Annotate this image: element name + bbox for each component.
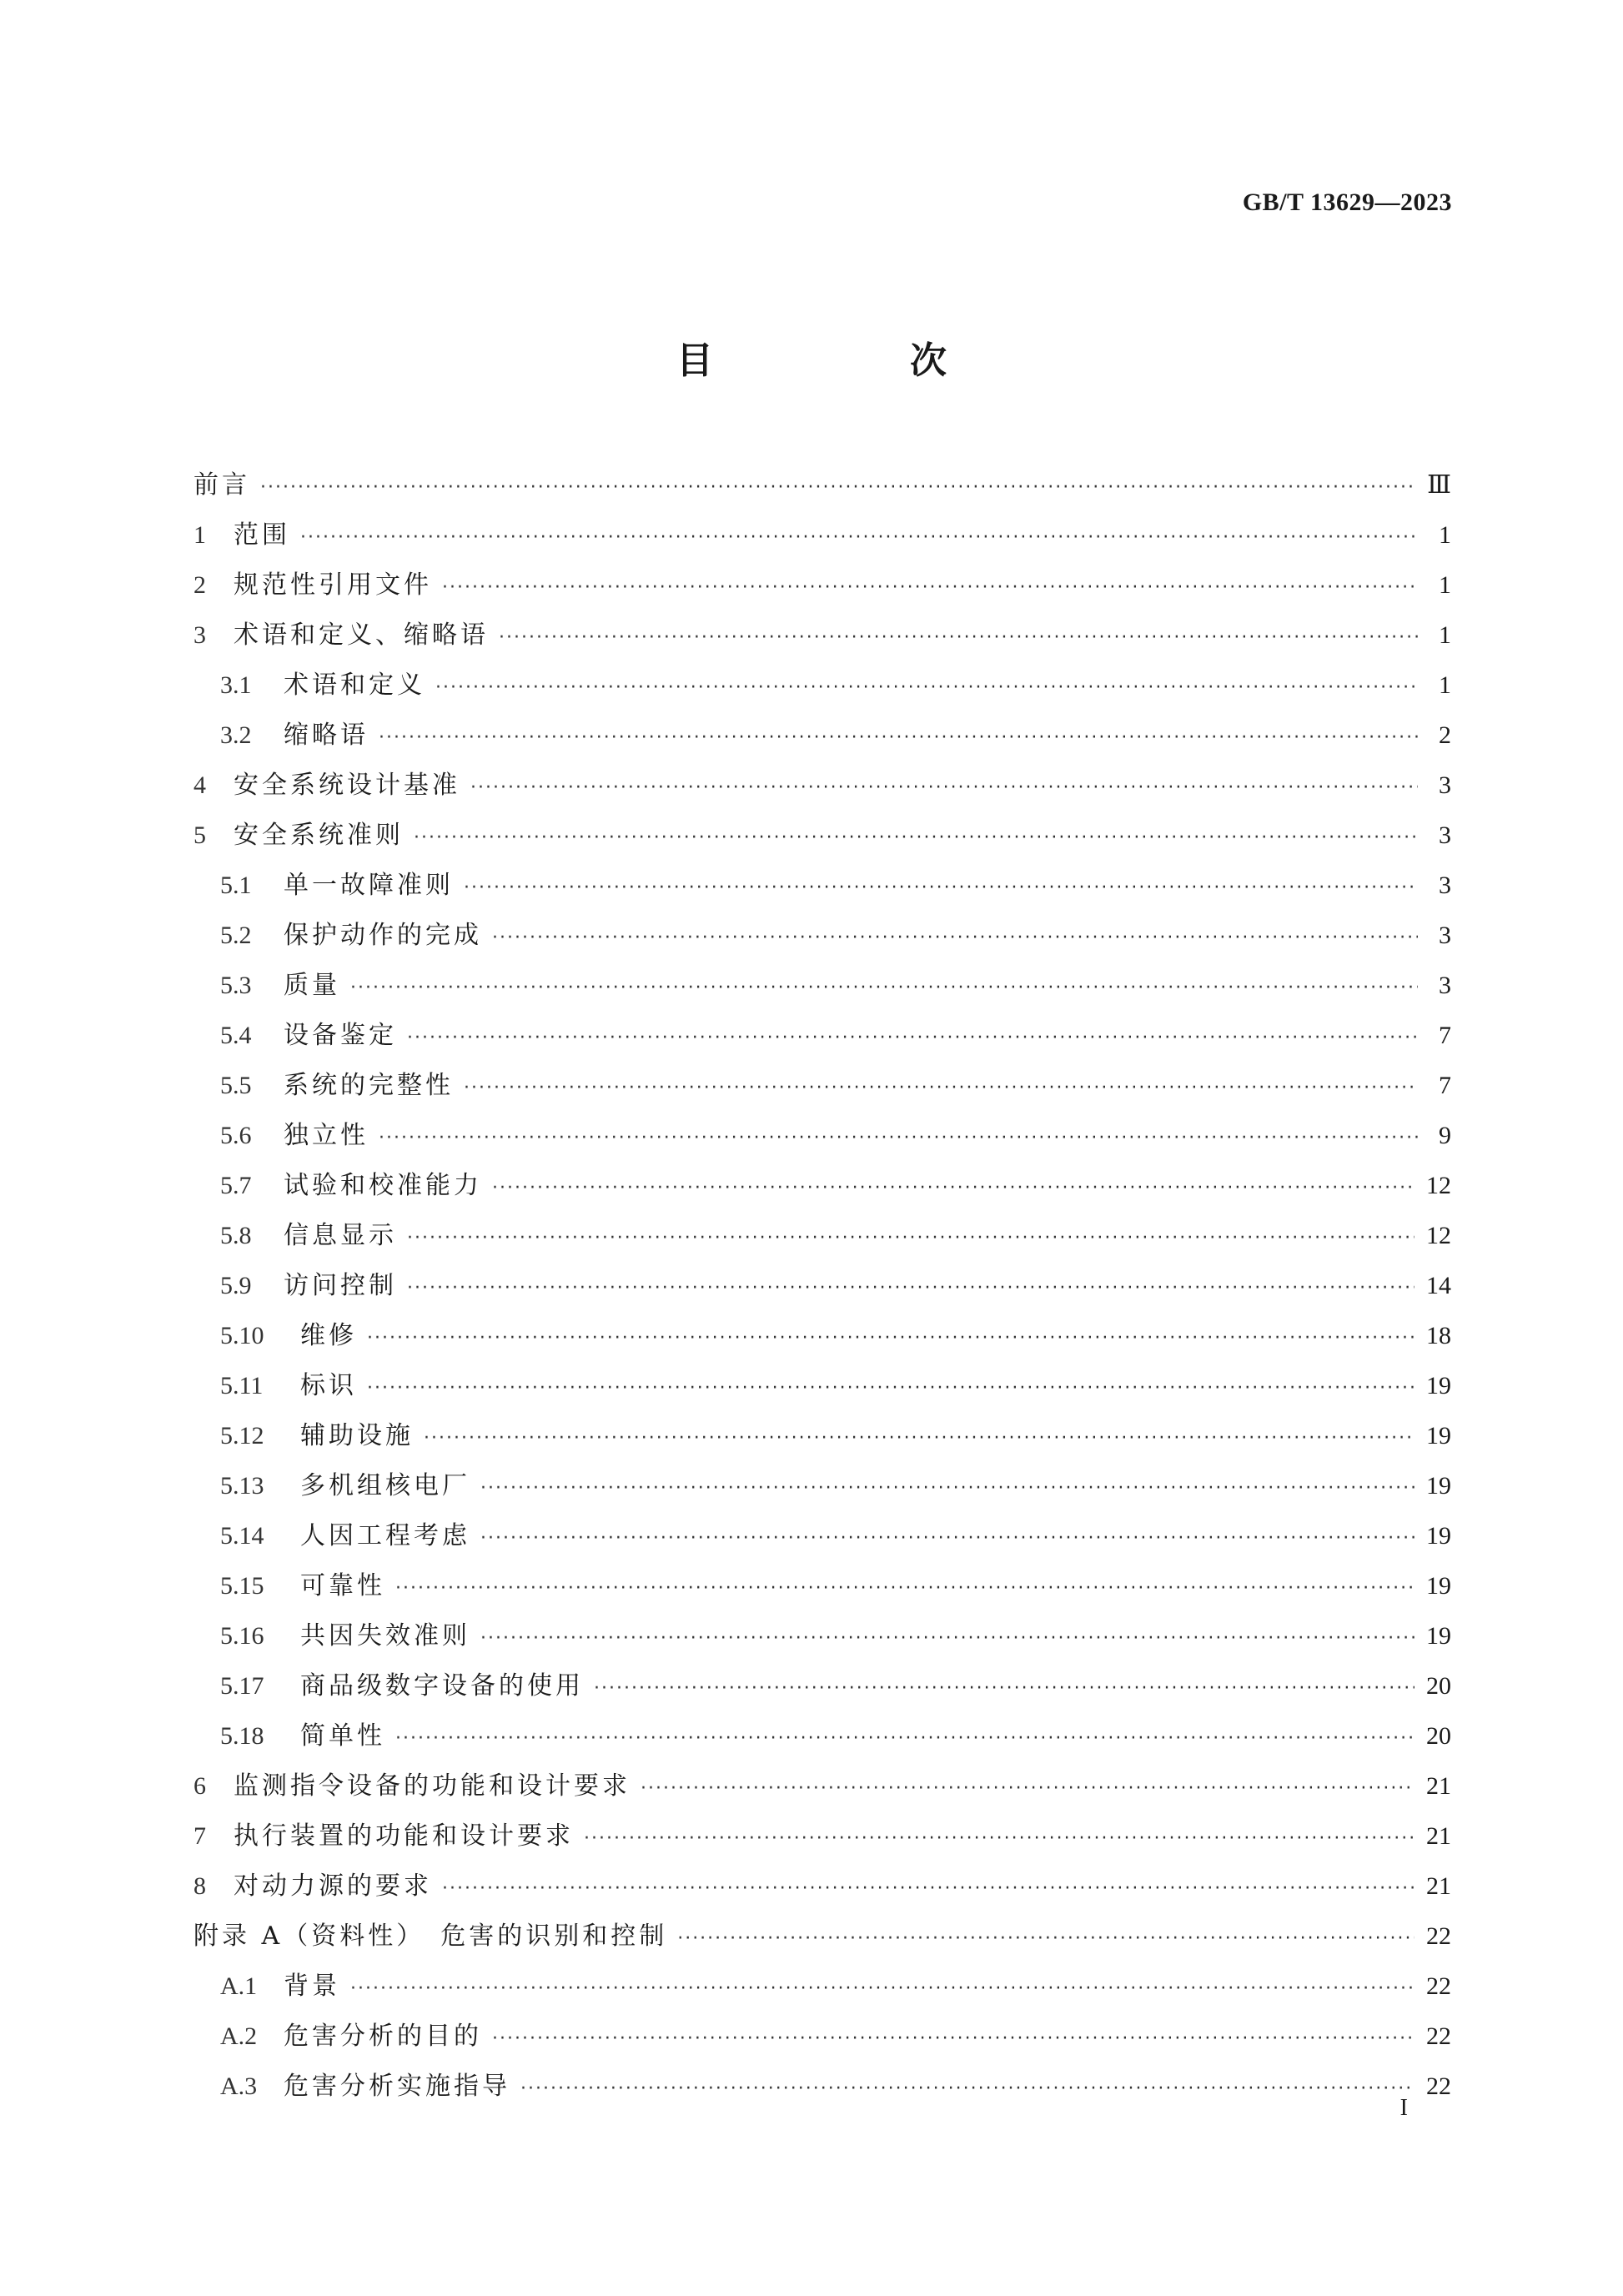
toc-entry-page: 22: [1426, 2022, 1451, 2050]
toc-entry-title: 辅助设施: [300, 1421, 414, 1450]
toc-entry[interactable]: [193, 560, 1451, 610]
toc-dot-leader: [492, 913, 1418, 963]
toc-entry-title: 共因失效准则: [300, 1621, 470, 1650]
toc-entry-number: 5.16: [220, 1622, 264, 1650]
toc-dot-leader: [499, 613, 1418, 663]
toc-dot-leader: [594, 1664, 1414, 1714]
toc-entry-number: 7: [193, 1822, 206, 1850]
toc-entry[interactable]: [193, 2012, 1451, 2062]
toc-entry-title: 商品级数字设备的使用: [300, 1671, 584, 1701]
toc-entry-title: 简单性: [300, 1721, 385, 1751]
toc-list: [193, 460, 1451, 2112]
toc-dot-leader: [442, 1864, 1414, 1914]
toc-dot-leader: [407, 1213, 1414, 1264]
toc-entry[interactable]: [193, 1111, 1451, 1161]
toc-entry[interactable]: [193, 510, 1451, 560]
toc-entry-title: 访问控制: [284, 1271, 397, 1300]
toc-entry[interactable]: [193, 1912, 1451, 1962]
toc-entry-number: 2: [193, 571, 206, 599]
toc-entry-number: 5.7: [220, 1172, 252, 1199]
toc-entry-number: A.2: [220, 2022, 258, 2050]
toc-entry[interactable]: [193, 1011, 1451, 1061]
toc-entry-page: 12: [1426, 1222, 1451, 1249]
toc-entry-number: A.3: [220, 2072, 258, 2100]
toc-entry-title: 背景: [284, 1972, 340, 2001]
toc-dot-leader: [407, 1264, 1414, 1314]
toc-entry-page: 1: [1439, 571, 1451, 599]
toc-entry-page: Ⅲ: [1427, 471, 1451, 499]
toc-dot-leader: [379, 713, 1418, 763]
toc-entry[interactable]: [193, 661, 1451, 711]
toc-dot-leader: [435, 663, 1418, 713]
toc-entry-title: 标识: [300, 1371, 357, 1400]
toc-entry-page: 3: [1439, 872, 1451, 899]
toc-entry-page: 19: [1426, 1472, 1451, 1500]
toc-entry-title: 系统的完整性: [284, 1071, 454, 1100]
toc-dot-leader: [492, 1163, 1414, 1213]
toc-entry-number: 4: [193, 771, 206, 799]
toc-dot-leader: [470, 763, 1418, 813]
toc-entry-page: 21: [1426, 1872, 1451, 1900]
toc-entry-page: 1: [1439, 521, 1451, 549]
toc-dot-leader: [480, 1464, 1414, 1514]
toc-entry-title: 信息显示: [284, 1221, 397, 1250]
toc-entry-number: A.1: [220, 1972, 258, 2000]
toc-entry[interactable]: [193, 1461, 1451, 1511]
toc-entry-title: 术语和定义、缩略语: [234, 620, 489, 650]
toc-entry-number: 5: [193, 821, 206, 849]
toc-entry[interactable]: [193, 1161, 1451, 1211]
toc-title: 目 次: [676, 339, 1027, 382]
toc-dot-leader: [414, 813, 1418, 863]
toc-dot-leader: [379, 1113, 1418, 1163]
toc-entry-title: 人因工程考虑: [300, 1521, 470, 1550]
toc-entry-page: 7: [1439, 1022, 1451, 1049]
toc-entry-number: 5.4: [220, 1022, 252, 1049]
toc-dot-leader: [520, 2064, 1414, 2114]
toc-entry[interactable]: [193, 1711, 1451, 1761]
toc-entry-page: 3: [1439, 821, 1451, 849]
toc-entry-page: 19: [1426, 1622, 1451, 1650]
toc-dot-leader: [260, 463, 1415, 513]
toc-entry[interactable]: [193, 2062, 1451, 2112]
toc-entry-number: 5.12: [220, 1422, 264, 1449]
toc-entry-number: 5.15: [220, 1572, 264, 1600]
toc-entry-title: 维修: [300, 1321, 357, 1350]
toc-entry-number: 5.17: [220, 1672, 264, 1700]
toc-entry-page: 3: [1439, 922, 1451, 949]
toc-entry-number: 5.9: [220, 1272, 252, 1299]
toc-entry[interactable]: [193, 1261, 1451, 1311]
toc-dot-leader: [464, 1063, 1418, 1113]
toc-entry[interactable]: [193, 1661, 1451, 1711]
toc-entry[interactable]: [193, 1211, 1451, 1261]
toc-entry-title: 执行装置的功能和设计要求: [234, 1821, 574, 1851]
toc-entry-title: 单一故障准则: [284, 871, 454, 900]
toc-entry-page: 21: [1426, 1772, 1451, 1800]
toc-entry-title: 前言: [193, 470, 250, 500]
toc-entry-page: 7: [1439, 1072, 1451, 1099]
toc-entry-number: 5.6: [220, 1122, 252, 1149]
toc-entry-number: 5.18: [220, 1722, 264, 1750]
toc-entry[interactable]: [193, 1061, 1451, 1111]
toc-entry-page: 22: [1426, 1972, 1451, 2000]
toc-entry-page: 22: [1426, 2072, 1451, 2100]
standard-code: GB/T 13629—2023: [1242, 188, 1452, 216]
toc-entry-title: 安全系统准则: [234, 821, 404, 850]
toc-entry-title: 监测指令设备的功能和设计要求: [234, 1771, 631, 1801]
toc-dot-leader: [407, 1013, 1418, 1063]
toc-entry[interactable]: [193, 1361, 1451, 1411]
toc-entry-number: 3: [193, 621, 206, 649]
toc-entry-number: 5.1: [220, 872, 252, 899]
toc-entry-title: 试验和校准能力: [284, 1171, 482, 1200]
toc-entry[interactable]: [193, 861, 1451, 911]
toc-entry-number: 3.2: [220, 721, 252, 749]
toc-entry[interactable]: [193, 1811, 1451, 1861]
toc-entry-page: 18: [1426, 1322, 1451, 1349]
toc-entry-page: 20: [1426, 1672, 1451, 1700]
toc-dot-leader: [367, 1314, 1414, 1364]
toc-dot-leader: [480, 1614, 1414, 1664]
toc-dot-leader: [584, 1814, 1414, 1864]
toc-entry[interactable]: [193, 1411, 1451, 1461]
toc-entry-title: 保护动作的完成: [284, 921, 482, 950]
toc-dot-leader: [641, 1764, 1414, 1814]
toc-entry-page: 22: [1426, 1922, 1451, 1950]
toc-dot-leader: [350, 963, 1418, 1013]
toc-entry-title: 独立性: [284, 1121, 369, 1150]
toc-entry-number: 3.1: [220, 671, 252, 699]
toc-dot-leader: [480, 1514, 1414, 1564]
toc-entry-title: 可靠性: [300, 1571, 385, 1600]
toc-entry[interactable]: [193, 711, 1451, 761]
toc-dot-leader: [350, 1964, 1414, 2014]
toc-entry[interactable]: [193, 811, 1451, 861]
toc-entry[interactable]: [193, 460, 1451, 510]
toc-dot-leader: [395, 1714, 1414, 1764]
toc-dot-leader: [442, 563, 1418, 613]
toc-entry-title: 安全系统设计基准: [234, 771, 460, 800]
toc-dot-leader: [395, 1564, 1414, 1614]
toc-entry[interactable]: [193, 1611, 1451, 1661]
toc-entry[interactable]: [193, 761, 1451, 811]
toc-entry-number: 5.8: [220, 1222, 252, 1249]
toc-entry[interactable]: [193, 1561, 1451, 1611]
toc-entry[interactable]: [193, 1761, 1451, 1811]
toc-entry-page: 3: [1439, 771, 1451, 799]
toc-dot-leader: [492, 2014, 1414, 2064]
toc-entry[interactable]: [193, 1511, 1451, 1561]
toc-entry[interactable]: [193, 1311, 1451, 1361]
toc-entry-number: 5.13: [220, 1472, 264, 1500]
toc-entry-page: 19: [1426, 1422, 1451, 1449]
toc-entry-page: 14: [1426, 1272, 1451, 1299]
toc-entry-title: 规范性引用文件: [234, 570, 432, 600]
toc-entry-number: 5.14: [220, 1522, 264, 1550]
toc-entry-number: 5.3: [220, 972, 252, 999]
toc-entry-title: 设备鉴定: [284, 1021, 397, 1050]
toc-dot-leader: [300, 513, 1418, 563]
toc-entry-title: 质量: [284, 971, 340, 1000]
toc-entry-number: 6: [193, 1772, 206, 1800]
toc-entry[interactable]: [193, 1962, 1451, 2012]
toc-entry-page: 19: [1426, 1372, 1451, 1399]
toc-entry[interactable]: [193, 610, 1451, 661]
toc-entry-page: 19: [1426, 1522, 1451, 1550]
toc-entry-page: 21: [1426, 1822, 1451, 1850]
toc-dot-leader: [464, 863, 1418, 913]
toc-entry[interactable]: [193, 911, 1451, 961]
toc-entry-title: 多机组核电厂: [300, 1471, 470, 1500]
toc-entry-page: 3: [1439, 972, 1451, 999]
toc-entry-title: 缩略语: [284, 721, 369, 750]
toc-entry-page: 1: [1439, 621, 1451, 649]
toc-entry-number: 5.5: [220, 1072, 252, 1099]
toc-dot-leader: [367, 1364, 1414, 1414]
toc-entry-number: 5.2: [220, 922, 252, 949]
toc-entry-title: 术语和定义: [284, 671, 425, 700]
toc-entry-page: 20: [1426, 1722, 1451, 1750]
toc-entry-page: 1: [1439, 671, 1451, 699]
toc-entry-title: 危害分析实施指导: [284, 2072, 510, 2101]
toc-dot-leader: [424, 1414, 1414, 1464]
toc-entry-number: 8: [193, 1872, 206, 1900]
toc-entry-page: 19: [1426, 1572, 1451, 1600]
toc-entry-number: 5.10: [220, 1322, 264, 1349]
toc-entry-title: 对动力源的要求: [234, 1871, 432, 1901]
toc-entry-title: 范围: [234, 520, 290, 550]
toc-dot-leader: [677, 1914, 1414, 1964]
toc-entry-number: 1: [193, 521, 206, 549]
toc-entry-title: 附录 A（资料性） 危害的识别和控制: [193, 1922, 668, 1951]
toc-entry-page: 9: [1439, 1122, 1451, 1149]
toc-entry-title: 危害分析的目的: [284, 2022, 482, 2051]
page-number: I: [1399, 2095, 1408, 2121]
toc-entry-page: 2: [1439, 721, 1451, 749]
toc-entry[interactable]: [193, 1861, 1451, 1912]
toc-entry[interactable]: [193, 961, 1451, 1011]
toc-entry-number: 5.11: [220, 1372, 264, 1399]
toc-entry-page: 12: [1426, 1172, 1451, 1199]
